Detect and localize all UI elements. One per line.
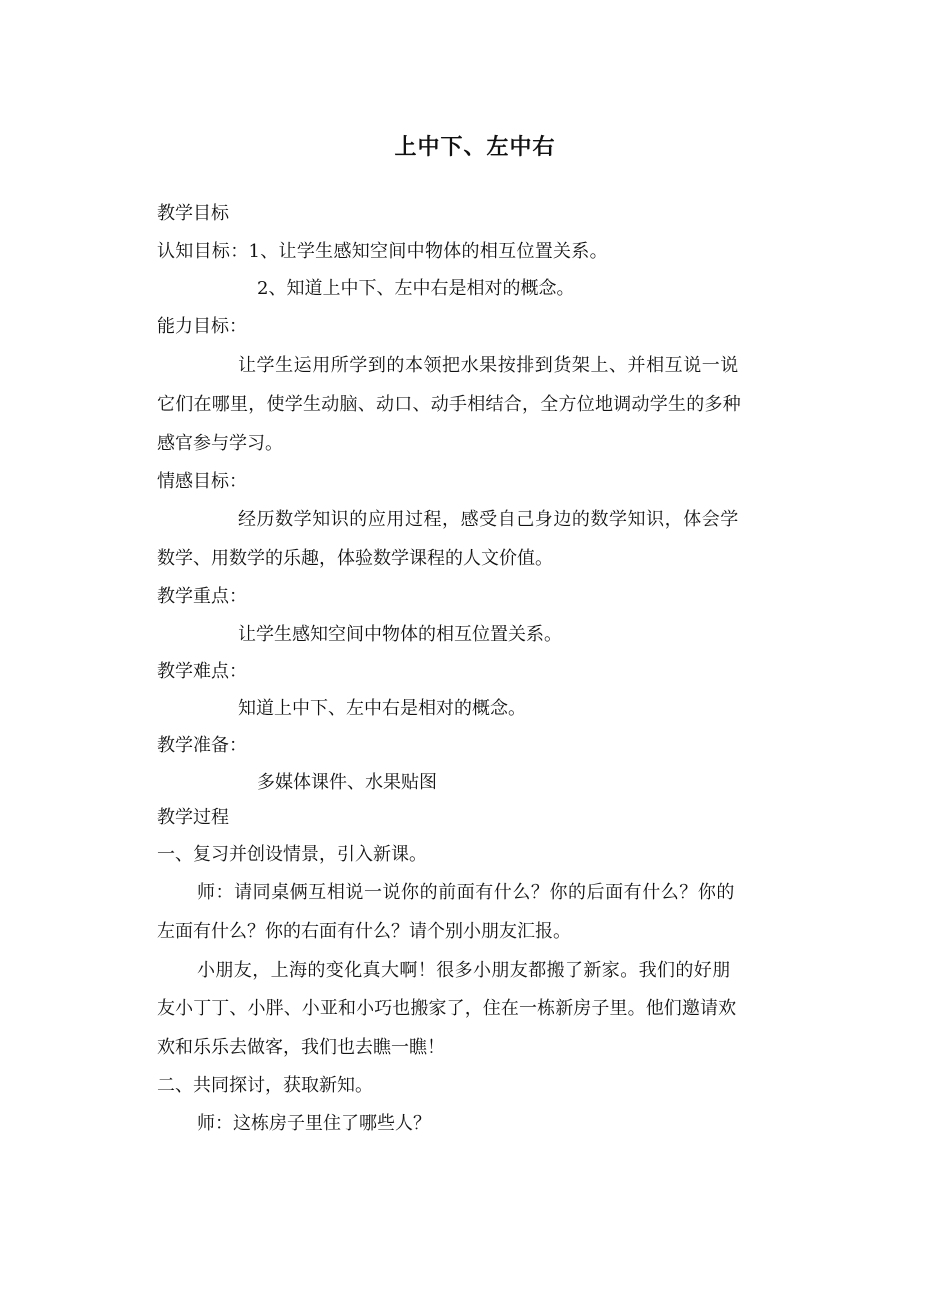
emotion-goal-text-end: 数学、用数学的乐趣，体验数学课程的人文价值。 (157, 548, 553, 569)
section-two-heading: 二、共同探讨，获取新知。 (157, 1075, 373, 1096)
document-title: 上中下、左中右 (394, 135, 556, 160)
teacher-question-text: 师：请同桌俩互相说一说你的前面有什么？你的后面有什么？你的 (197, 882, 735, 903)
teacher-question-house: 师：这栋房子里住了哪些人？ (197, 1113, 431, 1134)
story-paragraph-cont: 友小丁丁、小胖、小亚和小巧也搬家了，住在一栋新房子里。他们邀请欢 (157, 998, 737, 1019)
key-points-text: 让学生感知空间中物体的相互位置关系。 (238, 624, 562, 645)
cognitive-goal-item-2: 2、知道上中下、左中右是相对的概念。 (257, 278, 575, 299)
difficulties-text: 知道上中下、左中右是相对的概念。 (238, 698, 526, 719)
heading-difficulties: 教学难点： (157, 661, 247, 682)
heading-ability-goals: 能力目标： (157, 316, 247, 337)
heading-teaching-process: 教学过程 (157, 807, 229, 828)
emotion-goal-text: 经历数学知识的应用过程，感受自己身边的数学知识，体会学 (238, 509, 739, 530)
heading-teaching-goals: 教学目标 (157, 203, 229, 224)
story-paragraph-end: 欢和乐乐去做客，我们也去瞧一瞧！ (157, 1037, 445, 1058)
ability-goal-text-cont: 它们在哪里，使学生动脑、动口、动手相结合，全方位地调动学生的多种 (157, 394, 741, 415)
heading-emotion-goals: 情感目标： (157, 471, 247, 492)
preparation-text: 多媒体课件、水果贴图 (257, 772, 437, 793)
ability-goal-text-end: 感官参与学习。 (157, 433, 283, 454)
heading-preparation: 教学准备： (157, 735, 247, 756)
section-one-heading: 一、复习并创设情景，引入新课。 (157, 844, 427, 865)
teacher-question-text-end: 左面有什么？你的右面有什么？请个别小朋友汇报。 (157, 921, 571, 942)
story-paragraph: 小朋友，上海的变化真大啊！很多小朋友都搬了新家。我们的好朋 (197, 960, 731, 981)
ability-goal-text: 让学生运用所学到的本领把水果按排到货架上、并相互说一说 (238, 355, 739, 376)
cognitive-goal-line: 认知目标：1、让学生感知空间中物体的相互位置关系。 (157, 241, 608, 262)
heading-key-points: 教学重点： (157, 586, 247, 607)
